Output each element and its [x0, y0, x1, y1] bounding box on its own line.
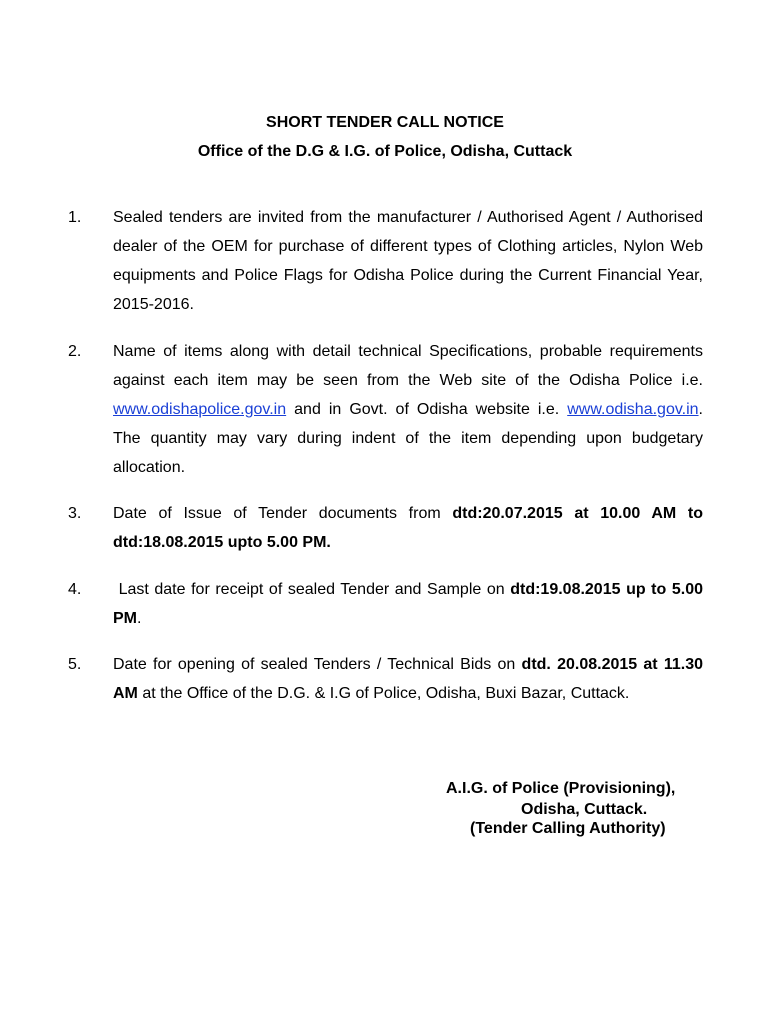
odisha-govt-website-link[interactable]: www.odisha.gov.in: [567, 401, 699, 418]
item-text-content: Sealed tenders are invited from the manufacturer / Authorised Agent / Authorised dealer of the OEM for purchase of different types of Clothing articles, Nylon Web equipments and Police Flags for Odisha Police during the Current Financial Year, 2015-2016.: [113, 209, 703, 313]
item-text-part: Name of items along with detail technical Specifications, probable requirements against each item may be seen from the Web site of the Odisha Police i.e.: [113, 343, 703, 389]
item-text: [113, 499, 703, 557]
item-number: 2.: [68, 343, 82, 360]
item-number: 3.: [68, 505, 82, 522]
item-text-part: . The quantity may vary during indent of the item depending upon budgetary allocation.: [113, 401, 703, 476]
item-text-part: and in Govt. of Odisha website i.e.: [286, 401, 568, 418]
item-number: 4.: [68, 581, 82, 598]
signature-authority: (Tender Calling Authority): [470, 820, 666, 837]
item-text-part: Date for opening of sealed Tenders / Technical Bids on: [113, 656, 522, 673]
signature-designation: A.I.G. of Police (Provisioning),: [446, 780, 676, 797]
odisha-police-website-link[interactable]: www.odishapolice.gov.in: [113, 401, 287, 418]
item-text: [113, 650, 703, 708]
item-text-part: Last date for receipt of sealed Tender and Sample on: [113, 581, 511, 598]
notice-title: SHORT TENDER CALL NOTICE: [266, 114, 504, 131]
item-bold-dates: dtd:20.07.2015 at 10.00 AM to dtd:18.08.2015 upto 5.00 PM.: [113, 505, 703, 551]
item-text: [113, 337, 703, 482]
item-bold-dates: dtd:19.08.2015 up to 5.00 PM: [113, 581, 703, 627]
item-number: 5.: [68, 656, 82, 673]
item-bold-dates: dtd. 20.08.2015 at 11.30 AM: [113, 656, 703, 702]
item-text: [113, 575, 703, 633]
item-text-part: at the Office of the D.G. & I.G of Police, Odisha, Buxi Bazar, Cuttack.: [137, 685, 630, 702]
item-number: 1.: [68, 209, 82, 226]
item-text: [113, 203, 703, 319]
office-subtitle: Office of the D.G & I.G. of Police, Odisha, Cuttack: [197, 143, 573, 160]
signature-location: Odisha, Cuttack.: [521, 801, 648, 818]
item-text-part: .: [137, 610, 142, 627]
item-text-part: Date of Issue of Tender documents from: [113, 505, 453, 522]
